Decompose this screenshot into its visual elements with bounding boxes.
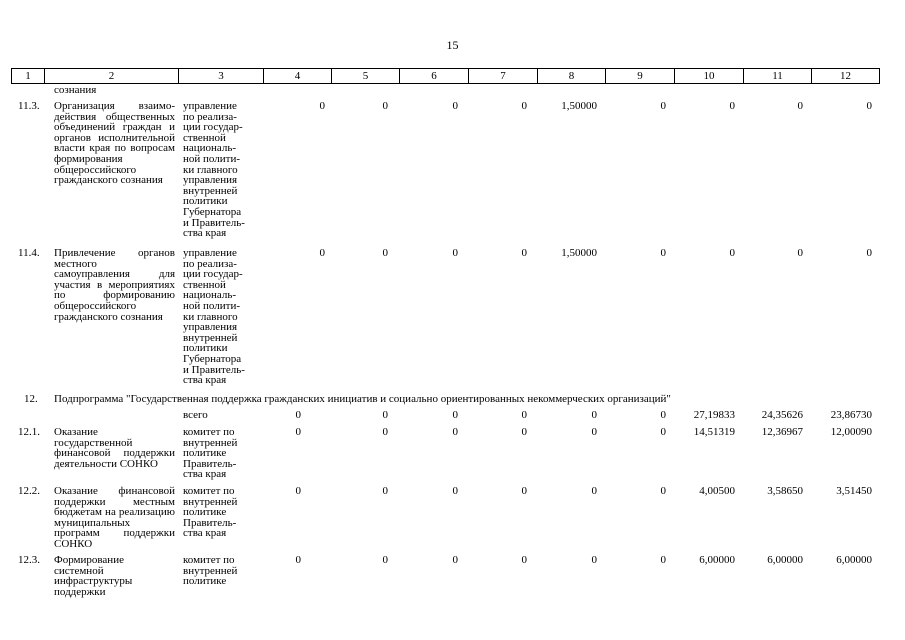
value-col-4: 0 xyxy=(295,554,301,566)
value-col-7: 0 xyxy=(521,485,527,497)
value-col-7: 0 xyxy=(521,247,527,259)
value-col-8: 0 xyxy=(591,554,597,566)
value-col-10: 4,00500 xyxy=(699,485,735,497)
value-col-12: 0 xyxy=(866,100,872,112)
header-col-8: 8 xyxy=(538,68,606,84)
value-col-12: 3,51450 xyxy=(836,485,872,497)
value-col-10: 0 xyxy=(729,100,735,112)
value-col-4: 0 xyxy=(319,100,325,112)
row-number: 11.4. xyxy=(18,247,40,259)
value-col-8: 1,50000 xyxy=(561,247,597,259)
value-col-11: 24,35626 xyxy=(761,409,803,421)
value-col-5: 0 xyxy=(382,247,388,259)
value-col-7: 0 xyxy=(521,426,527,438)
value-col-10: 27,19833 xyxy=(693,409,735,421)
row-name: Привлечение органов местного самоуправления для участия в мероприятиях по формированию общероссийского гражданского сознания xyxy=(54,247,175,323)
header-col-4: 4 xyxy=(264,68,332,84)
value-col-11: 6,00000 xyxy=(767,554,803,566)
value-col-7: 0 xyxy=(521,554,527,566)
row-number: 12.1. xyxy=(18,426,40,438)
header-col-5: 5 xyxy=(332,68,400,84)
value-col-11: 12,36967 xyxy=(761,426,803,438)
value-col-6: 0 xyxy=(452,485,458,497)
value-col-5: 0 xyxy=(382,409,388,421)
value-col-8: 0 xyxy=(591,409,597,421)
value-col-12: 12,00090 xyxy=(830,426,872,438)
value-col-9: 0 xyxy=(660,485,666,497)
header-col-9: 9 xyxy=(606,68,675,84)
total-label: всего xyxy=(183,409,208,421)
value-col-11: 0 xyxy=(797,100,803,112)
value-col-9: 0 xyxy=(660,247,666,259)
value-col-8: 0 xyxy=(591,426,597,438)
value-col-9: 0 xyxy=(660,100,666,112)
header-col-3: 3 xyxy=(179,68,264,84)
value-col-10: 6,00000 xyxy=(699,554,735,566)
value-col-5: 0 xyxy=(382,100,388,112)
value-col-8: 1,50000 xyxy=(561,100,597,112)
row-name: Формирование системной инфраструктуры поддержки xyxy=(54,554,133,598)
row-responsible: комитет по внутренней политике Правитель- ства края xyxy=(183,485,238,540)
value-col-9: 0 xyxy=(660,554,666,566)
row-name: Оказание государственной финансовой поддержки деятельности СОНКО xyxy=(54,426,175,470)
header-col-11: 11 xyxy=(744,68,812,84)
page-number: 15 xyxy=(446,38,459,52)
value-col-6: 0 xyxy=(452,426,458,438)
row-number: 12.2. xyxy=(18,485,40,497)
value-col-12: 0 xyxy=(866,247,872,259)
header-col-1: 1 xyxy=(11,68,45,84)
header-col-7: 7 xyxy=(469,68,538,84)
row-responsible: комитет по внутренней политике xyxy=(183,554,238,588)
value-col-11: 3,58650 xyxy=(767,485,803,497)
value-col-4: 0 xyxy=(319,247,325,259)
row-number: 12.3. xyxy=(18,554,40,566)
row-responsible: управление по реализа- ции государ- ственной националь- ной полити- ки главного управления внутренней политики Губернатора и Правитель- ства края xyxy=(183,100,245,240)
value-col-6: 0 xyxy=(452,247,458,259)
value-col-9: 0 xyxy=(660,426,666,438)
row-number: 11.3. xyxy=(18,100,40,112)
value-col-4: 0 xyxy=(295,426,301,438)
row-number: 12. xyxy=(24,393,38,405)
value-col-6: 0 xyxy=(452,554,458,566)
value-col-9: 0 xyxy=(660,409,666,421)
value-col-7: 0 xyxy=(521,100,527,112)
value-col-7: 0 xyxy=(521,409,527,421)
header-col-12: 12 xyxy=(812,68,880,84)
value-col-12: 23,86730 xyxy=(830,409,872,421)
subprogram-title: Подпрограмма "Государственная поддержка гражданских инициатив и социально ориентированных некоммерческих организаций" xyxy=(54,393,671,405)
value-col-12: 6,00000 xyxy=(836,554,872,566)
value-col-5: 0 xyxy=(382,485,388,497)
value-col-11: 0 xyxy=(797,247,803,259)
value-col-6: 0 xyxy=(452,409,458,421)
value-col-5: 0 xyxy=(382,426,388,438)
value-col-6: 0 xyxy=(452,100,458,112)
value-col-4: 0 xyxy=(295,409,301,421)
value-col-8: 0 xyxy=(591,485,597,497)
header-col-2: 2 xyxy=(45,68,179,84)
row-responsible: управление по реализа- ции государ- ственной националь- ной полити- ки главного управления внутренней политики Губернатора и Правитель- ства края xyxy=(183,247,245,387)
row-name: Оказание финансовой поддержки местным бюджетам на реализацию муниципальных программ поддержки СОНКО xyxy=(54,485,175,550)
row-name: Организация взаимо- действия общественных объединений граждан и органов исполнительной власти края по вопросам формирования общероссийского гражданского сознания xyxy=(54,100,175,187)
value-col-5: 0 xyxy=(382,554,388,566)
value-col-4: 0 xyxy=(295,485,301,497)
row-responsible: комитет по внутренней политике Правитель- ства края xyxy=(183,426,238,481)
value-col-10: 0 xyxy=(729,247,735,259)
table-header xyxy=(11,68,880,84)
header-col-10: 10 xyxy=(675,68,744,84)
value-col-10: 14,51319 xyxy=(693,426,735,438)
header-col-6: 6 xyxy=(400,68,469,84)
carry-over-text: сознания xyxy=(54,84,97,96)
